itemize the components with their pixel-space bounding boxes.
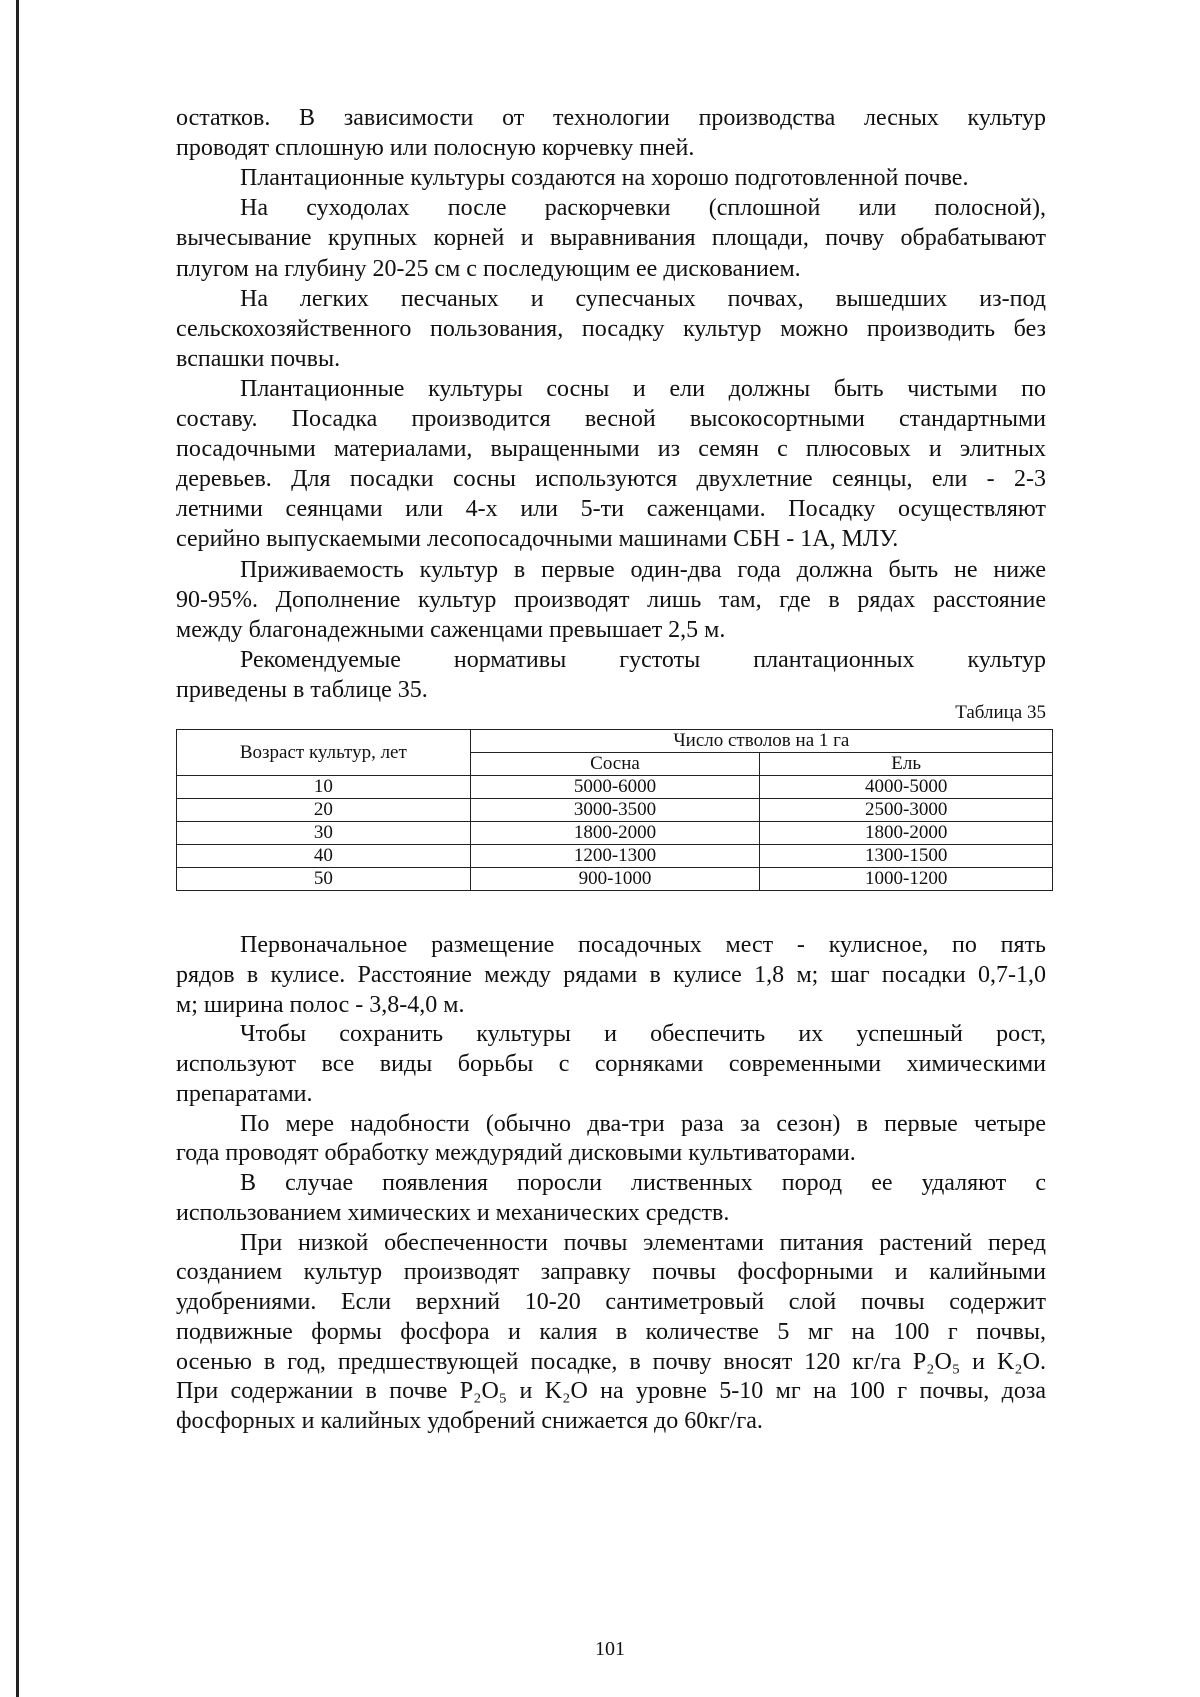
text-line: При низкой обеспеченности почвы элементами питания растений перед — [240, 1229, 1046, 1256]
cell-pine: 1800-2000 — [470, 822, 760, 845]
cell-pine: 5000-6000 — [470, 776, 760, 799]
text-line: использованием химических и механических средств. — [176, 1199, 730, 1226]
cell-age: 30 — [177, 822, 471, 845]
text-line: между благонадежными саженцами превышает 2,5 м. — [176, 616, 726, 643]
page-number: 101 — [595, 1638, 625, 1660]
text-line: Первоначальное размещение посадочных мест - кулисное, по пять — [240, 932, 1046, 958]
text-line: При содержании в почве P₂O₅ и K₂O на уровне 5-10 мг на 100 г почвы, доза — [176, 1378, 1046, 1405]
text-line: созданием культур производят заправку почвы фосфорными и калийными — [176, 1259, 1046, 1286]
text-line: Плантационные культуры сосны и ели должны быть чистыми по — [240, 375, 1046, 402]
cell-spruce: 1300-1500 — [760, 845, 1053, 868]
text-line: вспашки почвы. — [176, 345, 341, 372]
cell-age: 10 — [177, 776, 471, 799]
cell-spruce: 2500-3000 — [760, 799, 1053, 822]
text-line: серийно выпускаемыми лесопосадочными машинами СБН - 1А, МЛУ. — [176, 526, 899, 553]
text-line: По мере надобности (обычно два-три раза за сезон) в первые четыре — [240, 1110, 1046, 1137]
text-line: сельскохозяйственного пользования, посадку культур можно производить без — [176, 315, 1046, 342]
text-line: года проводят обработку междурядий дисковыми культиваторами. — [176, 1140, 856, 1167]
text-line: летними сеянцами или 4-х или 5-ти саженцами. Посадку осуществляют — [176, 496, 1046, 523]
text-line: На суходолах после раскорчевки (сплошной или полосной), — [240, 195, 1046, 222]
text-line: проводят сплошную или полосную корчевку пней. — [176, 135, 695, 162]
cell-age: 20 — [177, 799, 471, 822]
text-line: м; ширина полос - 3,8-4,0 м. — [176, 991, 465, 1018]
density-table — [176, 729, 1053, 891]
text-line: Чтобы сохранить культуры и обеспечить их успешный рост, — [240, 1021, 1046, 1048]
table-caption: Таблица 35 — [955, 702, 1046, 723]
header-spruce: Ель — [760, 753, 1053, 776]
text-line: остатков. В зависимости от технологии производства лесных культур — [176, 105, 1046, 131]
table-row — [177, 868, 1053, 891]
text-line: вычесывание крупных корней и выравнивания площади, почву обрабатывают — [176, 225, 1046, 252]
cell-pine: 1200-1300 — [470, 845, 760, 868]
text-line: осенью в год, предшествующей посадке, в почву вносят 120 кг/га P₂O₅ и K₂O. — [176, 1348, 1046, 1375]
cell-pine: 900-1000 — [470, 868, 760, 891]
header-pine: Сосна — [470, 753, 760, 776]
header-age: Возраст культур, лет — [177, 730, 471, 776]
cell-age: 40 — [177, 845, 471, 868]
text-line: Плантационные культуры создаются на хорошо подготовленной почве. — [240, 165, 969, 192]
cell-spruce: 4000-5000 — [760, 776, 1053, 799]
text-line: Рекомендуемые нормативы густоты плантационных культур — [240, 646, 1046, 673]
text-line: На легких песчаных и супесчаных почвах, вышедших из-под — [240, 285, 1046, 312]
text-line: плугом на глубину 20-25 см с последующим ее дискованием. — [176, 255, 801, 282]
table-row — [177, 845, 1053, 868]
text-line: фосфорных и калийных удобрений снижается до 60кг/га. — [176, 1408, 763, 1434]
cell-age: 50 — [177, 868, 471, 891]
text-line: подвижные формы фосфора и калия в количестве 5 мг на 100 г почвы, — [176, 1318, 1046, 1345]
text-line: посадочными материалами, выращенными из семян с плюсовых и элитных — [176, 436, 1046, 463]
table-row — [177, 822, 1053, 845]
text-line: используют все виды борьбы с сорняками современными химическими — [176, 1051, 1046, 1077]
text-line: удобрениями. Если верхний 10-20 сантиметровый слой почвы содержит — [176, 1289, 1046, 1315]
header-stems: Число стволов на 1 га — [470, 730, 1052, 753]
text-line: В случае появления поросли лиственных пород ее удаляют с — [240, 1170, 1046, 1196]
text-line: Приживаемость культур в первые один-два года должна быть не ниже — [240, 556, 1046, 583]
table-row — [177, 799, 1053, 822]
cell-pine: 3000-3500 — [470, 799, 760, 822]
text-line: составу. Посадка производится весной высокосортными стандартными — [176, 406, 1046, 432]
text-line: препаратами. — [176, 1080, 313, 1107]
text-line: рядов в кулисе. Расстояние между рядами в кулисе 1,8 м; шаг посадки 0,7-1,0 — [176, 961, 1046, 988]
text-line: 90-95%. Дополнение культур производят лишь там, где в рядах расстояние — [176, 586, 1046, 613]
scan-edge — [16, 0, 19, 1697]
text-line: приведены в таблице 35. — [176, 676, 428, 703]
cell-spruce: 1000-1200 — [760, 868, 1053, 891]
cell-spruce: 1800-2000 — [760, 822, 1053, 845]
table-row — [177, 776, 1053, 799]
text-line: деревьев. Для посадки сосны используются двухлетние сеянцы, ели - 2-3 — [176, 466, 1046, 493]
